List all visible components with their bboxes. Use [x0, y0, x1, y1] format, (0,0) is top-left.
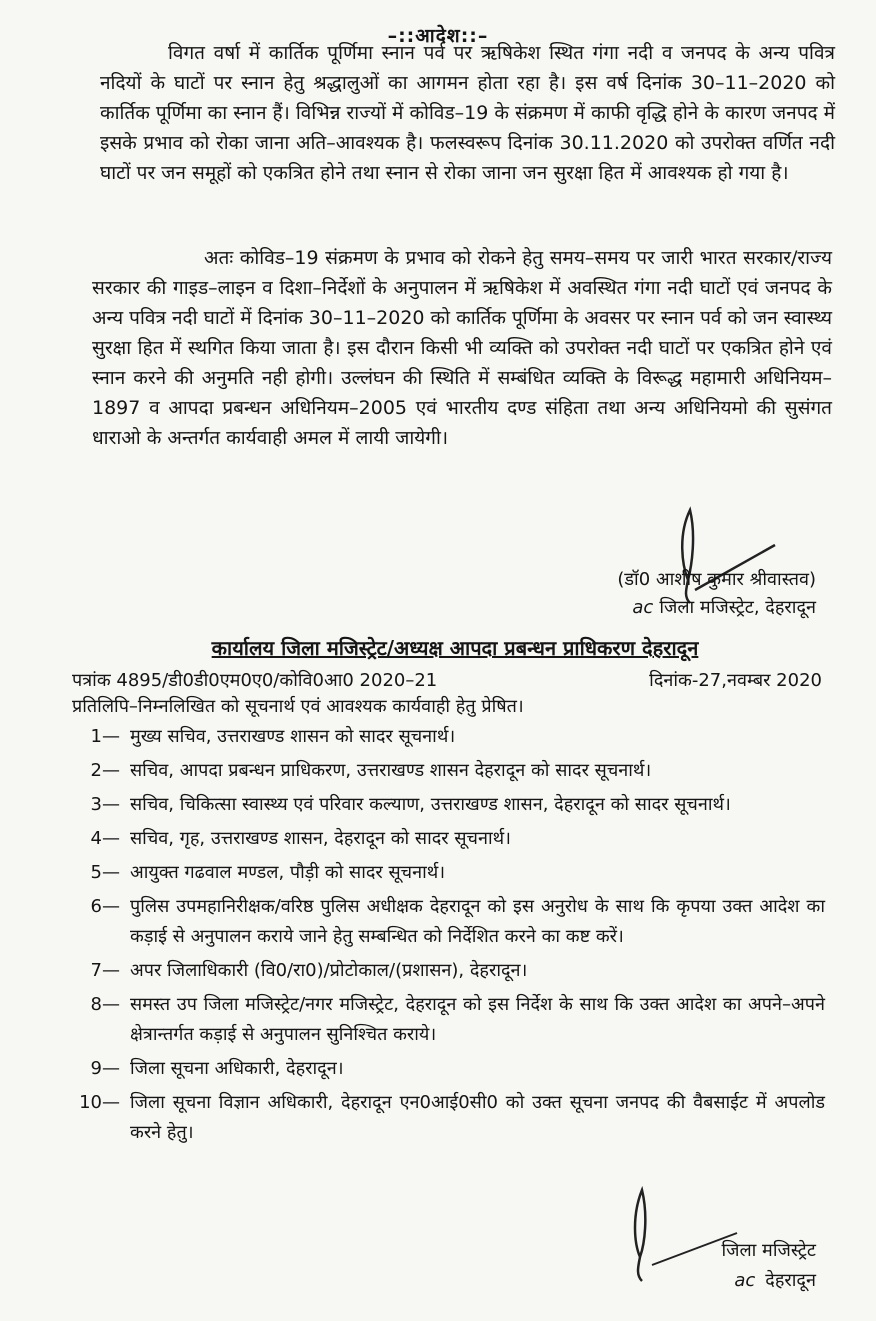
closing-place [734, 1266, 816, 1296]
list-item-number: 9— [90, 1058, 120, 1079]
list-item-number: 5— [90, 862, 120, 883]
list-item-text: समस्त उप जिला मजिस्ट्रेट/नगर मजिस्ट्रेट, देहरादून को इस निर्देश के साथ कि उक्त आदेश का अपने–अपने क्षेत्रान्तर्गत कड़ाई से अनुपालन सुनिश्चित कराये। [130, 994, 825, 1045]
office-heading: कार्यालय जिला मजिस्ट्रेट/अध्यक्ष आपदा प्रबन्धन प्राधिकरण देहरादून [211, 636, 699, 660]
list-item [0, 892, 876, 952]
list-item [0, 824, 876, 854]
list-item-text: सचिव, चिकित्सा स्वास्थ्य एवं परिवार कल्याण, उत्तराखण्ड शासन, देहरादून को सादर सूचनार्थ। [130, 794, 731, 815]
list-item-number: 8— [90, 994, 120, 1015]
list-item-text: पुलिस उपमहानिरीक्षक/वरिष्ठ पुलिस अधीक्षक देहरादून को इस अनुरोध के साथ कि कृपया उक्त आदेश का कड़ाई से अनुपालन कराये जाने हेतु सम्बन्धित को निर्देशित करने का कष्ट करें। [130, 896, 825, 947]
list-item [0, 722, 876, 752]
list-item-text: आयुक्त गढवाल मण्डल, पौड़ी को सादर सूचनार्थ। [130, 862, 446, 883]
initials-mark-2: ac [734, 1270, 756, 1291]
recipient-list [0, 722, 876, 1148]
list-item [0, 790, 876, 820]
signatory-name: (डॉ0 आशीष कुमार श्रीवास्तव) [617, 569, 816, 590]
reference-date: दिनांक-27,नवम्बर 2020 [649, 670, 822, 691]
list-item-text: जिला सूचना विज्ञान अधिकारी, देहरादून एन0आई0सी0 को उक्त सूचना जनपद की वैबसाईट में अपलोड करने हेतु। [130, 1092, 825, 1143]
reference-line [72, 668, 822, 694]
order-paragraph-1: विगत वर्षा में कार्तिक पूर्णिमा स्नान पर्व पर ऋषिकेश स्थित गंगा नदी व जनपद के अन्य पवित्र नदियों के घाटों पर स्नान हेतु श्रद्धालुओं का आगमन होता रहा है। इस वर्ष दिनांक 30–11–2020 को कार्तिक पूर्णिमा का स्नान हैं। विभिन्न राज्यों में कोविड–19 के संक्रमण में काफी वृद्धि होने के कारण जनपद में इसके प्रभाव को रोका जाना अति–आवश्यक है। फलस्वरूप दिनांक 30.11.2020 को उपरोक्त वर्णित नदी घाटों पर जन समूहों को एकत्रित होने तथा स्नान से रोका जाना जन सुरक्षा हित में आवश्यक हो गया है। [100, 42, 835, 184]
closing-place-text: देहरादून [765, 1270, 816, 1291]
order-heading: –::आदेश::– [387, 25, 489, 47]
list-item [0, 1088, 876, 1148]
list-item-number: 6— [90, 896, 120, 917]
list-item [0, 956, 876, 986]
list-item-number: 1— [90, 726, 120, 747]
list-item-number: 4— [90, 828, 120, 849]
list-item-text: मुख्य सचिव, उत्तराखण्ड शासन को सादर सूचनार्थ। [130, 726, 456, 747]
initials-mark-1: ac [632, 597, 654, 618]
list-item-number: 3— [90, 794, 120, 815]
order-paragraph-2: अतः कोविड–19 संक्रमण के प्रभाव को रोकने हेतु समय–समय पर जारी भारत सरकार/राज्य सरकार की गाइड–लाइन व दिशा–निर्देशों के अनुपालन में ऋषिकेश में अवस्थित गंगा नदी घाटों एवं जनपद के अन्य पवित्र नदी घाटों में दिनांक 30–11–2020 को कार्तिक पूर्णिमा के अवसर पर स्नान पर्व को जन स्वास्थ्य सुरक्षा हित में स्थगित किया जाता है। इस दौरान किसी भी व्यक्ति को उपरोक्त नदी घाटों पर एकत्रित होने एवं स्नान करने की अनुमति नही होगी। उल्लंघन की स्थिति में सम्बंधित व्यक्ति के विरूद्ध महामारी अधिनियम–1897 व आपदा प्रबन्धन अधिनियम–2005 एवं भारतीय दण्ड संहिता तथा अन्य अधिनियमो की सुसंगत धाराओ के अन्तर्गत कार्यवाही अमल में लायी जायेगी। [92, 247, 832, 449]
list-item [0, 858, 876, 888]
closing-title: जिला मजिस्ट्रेट [721, 1240, 816, 1261]
list-item-number: 10— [79, 1092, 120, 1113]
list-item-number: 7— [90, 960, 120, 981]
signatory-title-text: जिला मजिस्ट्रेट, देहरादून [659, 597, 816, 618]
signatory-title [632, 594, 816, 622]
reference-number: पत्रांक 4895/डी0डी0एम0ए0/कोवि0आ0 2020–21 [72, 670, 438, 691]
list-item [0, 1054, 876, 1084]
list-item-text: सचिव, गृह, उत्तराखण्ड शासन, देहरादून को सादर सूचनार्थ। [130, 828, 511, 849]
list-item-text: अपर जिलाधिकारी (वि0/रा0)/प्रोटोकाल/(प्रशासन), देहरादून। [130, 960, 528, 981]
list-item-text: सचिव, आपदा प्रबन्धन प्राधिकरण, उत्तराखण्ड शासन देहरादून को सादर सूचनार्थ। [130, 760, 652, 781]
copy-intro: प्रतिलिपि–निम्नलिखित को सूचनार्थ एवं आवश्यक कार्यवाही हेतु प्रेषित। [72, 696, 524, 717]
list-item [0, 990, 876, 1050]
list-item-number: 2— [90, 760, 120, 781]
list-item-text: जिला सूचना अधिकारी, देहरादून। [130, 1058, 344, 1079]
list-item [0, 756, 876, 786]
